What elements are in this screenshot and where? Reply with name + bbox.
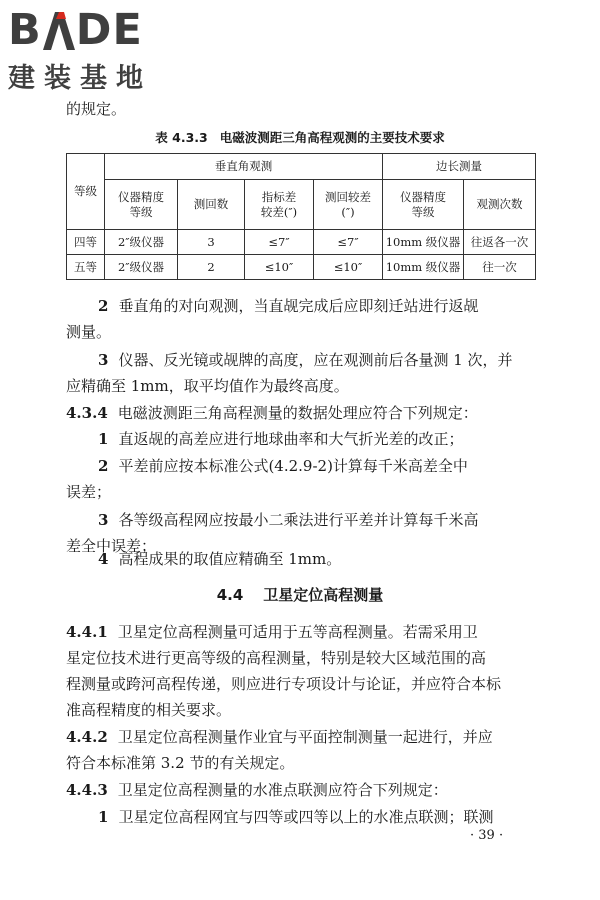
page-number: · 39 · <box>470 828 504 843</box>
subheader-index-diff: 指标差 较差(″) <box>245 180 314 230</box>
clause-4-4-1-line: 程测量或跨河高程传递，则应进行专项设计与论证，并应符合本标 <box>66 675 502 693</box>
cell-instrument: 2″级仪器 <box>105 255 178 280</box>
list-item-continuation: 差全中误差； <box>66 537 157 555</box>
cell-round-diff: ≤7″ <box>314 230 383 255</box>
brand-letter-a <box>43 8 75 52</box>
clause-4-4-1-line: 星定位技术进行更高等级的高程测量，特别是较大区域范围的高 <box>66 649 487 667</box>
table-caption-number: 表 4.3.3 <box>155 130 208 145</box>
list-item-continuation: 误差； <box>66 483 112 501</box>
header-grade: 等级 <box>67 154 105 230</box>
clause-4-4-1: 4.4.1 卫星定位高程测量可适用于五等高程测量。若需采用卫 <box>66 623 478 641</box>
brand-subtitle: 建装基地 <box>8 63 152 94</box>
header-edge-measure: 边长测量 <box>383 154 536 180</box>
brand-wordmark <box>8 5 152 55</box>
subheader-instrument-grade: 仪器精度 等级 <box>105 180 178 230</box>
table-caption-title: 电磁波测距三角高程观测的主要技术要求 <box>219 130 445 145</box>
cell-edge-instrument: 10mm 级仪器 <box>383 255 464 280</box>
cell-obs-count: 往返各一次 <box>464 230 536 255</box>
clause-4-3-4: 4.3.4 电磁波测距三角高程测量的数据处理应符合下列规定： <box>66 404 478 422</box>
table-row <box>67 230 536 255</box>
cell-rounds: 2 <box>178 255 245 280</box>
cell-instrument: 2″级仪器 <box>105 230 178 255</box>
list-item-continuation: 应精确至 1mm，取平均值作为最终高度。 <box>66 377 349 395</box>
cell-grade: 五等 <box>67 255 105 280</box>
subheader-edge-instrument-grade: 仪器精度 等级 <box>383 180 464 230</box>
cell-grade: 四等 <box>67 230 105 255</box>
subheader-observation-count: 观测次数 <box>464 180 536 230</box>
list-item: 4 高程成果的取值应精确至 1mm。 <box>98 550 342 568</box>
cell-obs-count: 往一次 <box>464 255 536 280</box>
technical-requirements-table <box>66 153 536 280</box>
cell-round-diff: ≤10″ <box>314 255 383 280</box>
cell-rounds: 3 <box>178 230 245 255</box>
list-item: 3 各等级高程网应按最小二乘法进行平差并计算每千米高 <box>98 511 479 529</box>
list-item: 2 平差前应按本标准公式(4.2.9-2)计算每千米高差全中 <box>98 457 468 475</box>
intro-line: 的规定。 <box>66 100 127 118</box>
brand-a-glyph <box>43 12 75 50</box>
list-item: 2 垂直角的对向观测，当直觇完成后应即刻迁站进行返觇 <box>98 297 479 315</box>
cell-index-diff: ≤10″ <box>245 255 314 280</box>
cell-edge-instrument: 10mm 级仪器 <box>383 230 464 255</box>
list-item-continuation: 测量。 <box>66 323 112 341</box>
list-item: 1 直返觇的高差应进行地球曲率和大气折光差的改正； <box>98 430 464 448</box>
table-header-row <box>67 154 536 180</box>
clause-4-4-2: 4.4.2 卫星定位高程测量作业宜与平面控制测量一起进行，并应 <box>66 728 493 746</box>
clause-4-4-3: 4.4.3 卫星定位高程测量的水准点联测应符合下列规定： <box>66 781 448 799</box>
brand-letters-left: B <box>8 5 42 55</box>
table-caption <box>66 128 534 146</box>
subheader-rounds: 测回数 <box>178 180 245 230</box>
list-item: 3 仪器、反光镜或觇牌的高度，应在观测前后各量测 1 次，并 <box>98 351 513 369</box>
clause-4-4-1-line: 准高程精度的相关要求。 <box>66 701 232 719</box>
subheader-round-diff: 测回较差 (″) <box>314 180 383 230</box>
brand-logo <box>8 5 152 95</box>
table-subheader-row <box>67 180 536 230</box>
brand-letters-right: DE <box>75 5 143 55</box>
cell-index-diff: ≤7″ <box>245 230 314 255</box>
header-vertical-angle: 垂直角观测 <box>105 154 383 180</box>
list-item: 1 卫星定位高程网宜与四等或四等以上的水准点联测；联测 <box>98 808 494 826</box>
clause-4-4-2-line: 符合本标准第 3.2 节的有关规定。 <box>66 754 295 772</box>
table-row <box>67 255 536 280</box>
section-title: 4.4 卫星定位高程测量 <box>216 586 384 604</box>
